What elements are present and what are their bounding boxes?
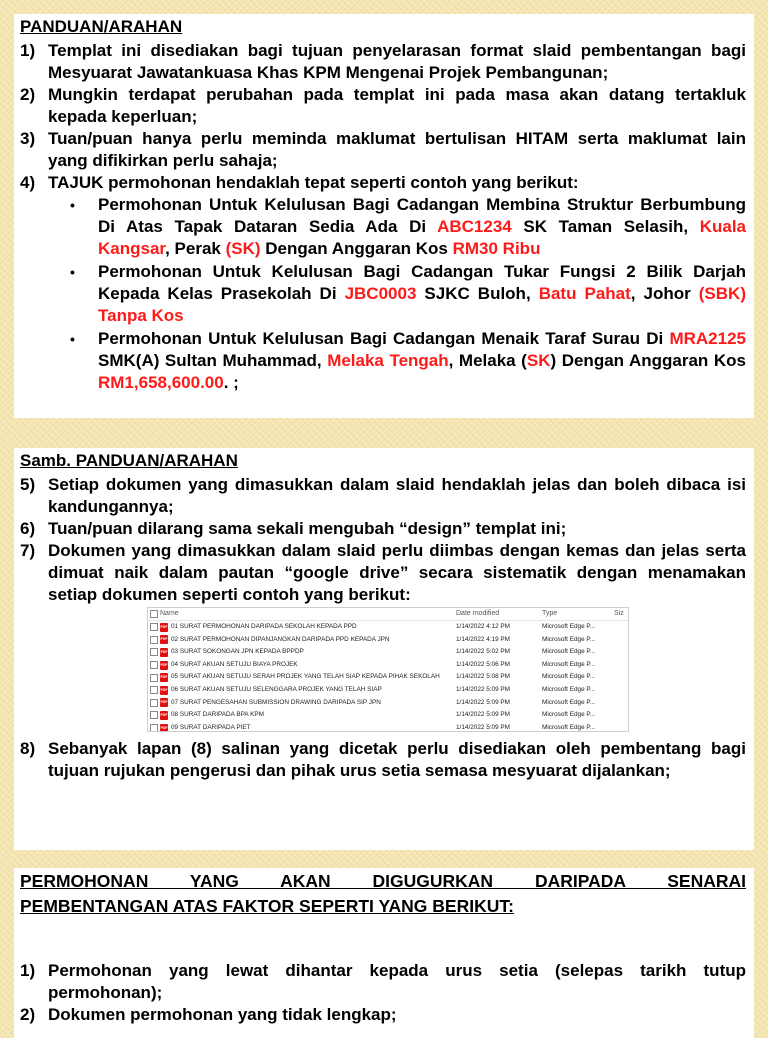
file-name-cell xyxy=(160,684,456,697)
file-row xyxy=(148,684,628,697)
file-name: 07 SURAT PENGESAHAN SUBMISSION DRAWING DARIPADA SIP JPN xyxy=(171,698,381,706)
file-date: 1/14/2022 5:09 PM xyxy=(456,698,511,706)
bullet-icon: • xyxy=(70,264,75,280)
file-name-cell xyxy=(160,621,456,634)
file-size xyxy=(614,722,628,732)
file-name-cell xyxy=(160,697,456,710)
select-all-checkbox xyxy=(148,608,160,620)
instruction-list xyxy=(20,738,746,782)
item-number: 2) xyxy=(20,85,36,104)
item-text: Mungkin terdapat perubahan pada templat ini pada masa akan datang tertakluk kepada keperluan; xyxy=(48,85,746,126)
column-size: Siz xyxy=(614,610,624,617)
file-name-cell xyxy=(160,634,456,647)
title-example-item xyxy=(70,194,746,260)
pdf-file-icon: PDF xyxy=(160,635,168,644)
file-type: Microsoft Edge P... xyxy=(542,648,596,656)
file-name-cell xyxy=(160,722,456,732)
item-number: 7) xyxy=(20,541,36,560)
file-name: 09 SURAT DARIPADA PIET xyxy=(171,723,251,731)
instruction-item xyxy=(20,518,746,540)
item-number: 8) xyxy=(20,739,36,758)
item-text: TAJUK permohonan hendaklah tepat seperti contoh yang berikut: xyxy=(48,173,579,192)
file-size xyxy=(614,709,628,722)
file-row xyxy=(148,659,628,672)
file-name: 01 SURAT PERMOHONAN DARIPADA SEKOLAH KEPADA PPD xyxy=(171,623,357,630)
pdf-file-icon: PDF xyxy=(160,711,168,720)
file-name-cell xyxy=(160,646,456,659)
file-name: 05 SURAT AKUAN SETUJU SERAH PROJEK YANG TELAH SIAP KEPADA PIHAK SEKOLAH xyxy=(171,673,440,681)
instruction-item xyxy=(20,738,746,782)
example-text: Permohonan Untuk Kelulusan Bagi Cadangan Tukar Fungsi 2 Bilik Darjah Kepada Kelas Prasekolah Di xyxy=(98,262,746,303)
file-size xyxy=(614,634,628,647)
instruction-item xyxy=(20,474,746,518)
pdf-file-icon: PDF xyxy=(160,686,168,695)
item-number: 4) xyxy=(20,173,36,192)
example-text: , Johor xyxy=(630,284,699,303)
file-type: Microsoft Edge P... xyxy=(542,623,596,630)
exclusion-item xyxy=(20,1004,746,1026)
file-list xyxy=(148,621,628,732)
column-type: Type xyxy=(542,610,558,617)
row-checkbox xyxy=(148,684,160,697)
example-text: ) Dengan Anggaran Kos xyxy=(550,351,746,370)
pdf-file-icon: PDF xyxy=(160,724,168,732)
editable-field-text: MRA2125 xyxy=(669,329,746,348)
slide-heading-line-2: PEMBENTANGAN ATAS FAKTOR SEPERTI YANG BERIKUT: xyxy=(20,896,514,916)
item-number: 2) xyxy=(20,1005,36,1024)
editable-field-text: ABC1234 xyxy=(437,217,512,236)
file-date: 1/14/2022 5:09 PM xyxy=(456,685,511,693)
example-text: SJKC Buloh, xyxy=(416,284,539,303)
file-date: 1/14/2022 5:09 PM xyxy=(456,711,511,719)
item-text: Tuan/puan dilarang sama sekali mengubah “design” templat ini; xyxy=(48,519,567,538)
example-text: SK Taman Selasih, xyxy=(511,217,700,236)
item-text: Permohonan yang lewat dihantar kepada urus setia (selepas tarikh tutup permohonan); xyxy=(48,961,746,1002)
file-date: 1/14/2022 5:09 PM xyxy=(456,723,511,731)
file-row xyxy=(148,621,628,634)
file-type: Microsoft Edge P... xyxy=(542,660,596,668)
instruction-list xyxy=(20,40,746,194)
example-text: , Perak xyxy=(165,239,226,258)
item-number: 1) xyxy=(20,961,36,980)
slide-heading-line-1: PERMOHONAN YANG AKAN DIGUGURKAN DARIPADA SENARAI xyxy=(20,871,746,891)
file-row xyxy=(148,671,628,684)
exclusion-list xyxy=(20,960,746,1026)
title-examples-list xyxy=(20,194,746,394)
example-text: , Melaka ( xyxy=(448,351,527,370)
row-checkbox xyxy=(148,659,160,672)
file-name-cell xyxy=(160,671,456,684)
file-list-header xyxy=(148,608,628,621)
file-row xyxy=(148,646,628,659)
item-text: Sebanyak lapan (8) salinan yang dicetak perlu disediakan oleh pembentang bagi tujuan rujukan pengerusi dan pihak urus setia semasa mesyuarat dijalankan; xyxy=(48,739,746,780)
editable-field-text: (SBK) Tanpa Kos xyxy=(98,284,746,325)
file-size xyxy=(614,646,628,659)
file-name: 04 SURAT AKUAN SETUJU BIAYA PROJEK xyxy=(171,660,298,668)
file-name: 02 SURAT PERMOHONAN DIPANJANGKAN DARIPADA PPD KEPADA JPN xyxy=(171,635,390,643)
example-text: Dengan Anggaran Kos xyxy=(260,239,453,258)
file-row xyxy=(148,709,628,722)
editable-field-text: RM30 Ribu xyxy=(452,239,541,258)
row-checkbox xyxy=(148,646,160,659)
row-checkbox xyxy=(148,697,160,710)
instruction-item xyxy=(20,84,746,128)
exclusion-item xyxy=(20,960,746,1004)
item-number: 5) xyxy=(20,475,36,494)
file-date: 1/14/2022 5:08 PM xyxy=(456,673,511,681)
file-name: 06 SURAT AKUAN SETUJU SELENGGARA PROJEK YANG TELAH SIAP xyxy=(171,685,382,693)
slide-samb-panduan-arahan xyxy=(14,448,754,850)
slide-panduan-arahan xyxy=(14,14,754,418)
editable-field-text: RM1,658,600.00 xyxy=(98,373,224,392)
editable-field-text: SK xyxy=(526,351,551,370)
column-date-modified: Date modified xyxy=(456,610,500,617)
slide-heading: PANDUAN/ARAHAN xyxy=(20,17,183,36)
file-type: Microsoft Edge P... xyxy=(542,673,596,681)
row-checkbox xyxy=(148,621,160,634)
editable-field-text: JBC0003 xyxy=(344,284,417,303)
item-text: Dokumen permohonan yang tidak lengkap; xyxy=(48,1005,397,1024)
item-text: Tuan/puan hanya perlu meminda maklumat bertulisan HITAM serta maklumat lain yang difikirkan perlu sahaja; xyxy=(48,129,746,170)
file-date: 1/14/2022 5:06 PM xyxy=(456,660,511,668)
item-text: Dokumen yang dimasukkan dalam slaid perlu diimbas dengan kemas dan jelas serta dimuat naik dalam pautan “google drive” secara sistematik dengan menamakan setiap dokumen seperti contoh yang berikut: xyxy=(48,541,746,604)
editable-field-text: Kuala Kangsar xyxy=(98,217,746,258)
instruction-item xyxy=(20,40,746,84)
row-checkbox xyxy=(148,634,160,647)
example-text: Permohonan Untuk Kelulusan Bagi Cadangan Membina Struktur Berbumbung Di Atas Tapak Dataran Sedia Ada Di xyxy=(98,195,746,236)
column-name: Name xyxy=(160,610,179,617)
file-name-cell xyxy=(160,709,456,722)
file-row xyxy=(148,722,628,732)
file-size xyxy=(614,659,628,672)
file-type: Microsoft Edge P... xyxy=(542,635,596,643)
file-size xyxy=(614,697,628,710)
item-text: Setiap dokumen yang dimasukkan dalam slaid hendaklah jelas dan boleh dibaca isi kandungannya; xyxy=(48,475,746,516)
slide-permohonan-digugurkan xyxy=(14,868,754,1038)
example-text: . ; xyxy=(223,373,239,392)
file-row xyxy=(148,634,628,647)
file-size xyxy=(614,621,628,634)
instruction-item xyxy=(20,128,746,172)
editable-field-text: Batu Pahat xyxy=(538,284,631,303)
title-example-item xyxy=(70,261,746,327)
file-type: Microsoft Edge P... xyxy=(542,685,596,693)
item-text: Templat ini disediakan bagi tujuan penyelarasan format slaid pembentangan bagi Mesyuarat Jawatankuasa Khas KPM Mengenai Projek Pembangunan; xyxy=(48,41,746,82)
file-name: 08 SURAT DARIPADA BPA KPM xyxy=(171,711,264,719)
editable-field-text: Melaka Tengah xyxy=(327,351,449,370)
pdf-file-icon: PDF xyxy=(160,673,168,682)
example-text: Permohonan Untuk Kelulusan Bagi Cadangan Menaik Taraf Surau Di xyxy=(98,329,670,348)
item-number: 3) xyxy=(20,129,36,148)
item-number: 6) xyxy=(20,519,36,538)
file-row xyxy=(148,697,628,710)
file-type: Microsoft Edge P... xyxy=(542,723,596,731)
pdf-file-icon: PDF xyxy=(160,623,168,632)
bullet-icon: • xyxy=(70,331,75,347)
file-explorer-screenshot xyxy=(147,607,629,732)
file-name-cell xyxy=(160,659,456,672)
title-example-item xyxy=(70,328,746,394)
slide-heading: Samb. PANDUAN/ARAHAN xyxy=(20,451,238,470)
row-checkbox xyxy=(148,709,160,722)
row-checkbox xyxy=(148,722,160,732)
file-type: Microsoft Edge P... xyxy=(542,698,596,706)
pdf-file-icon: PDF xyxy=(160,661,168,670)
instruction-item xyxy=(20,540,746,606)
file-date: 1/14/2022 4:19 PM xyxy=(456,635,511,643)
editable-field-text: (SK) xyxy=(225,239,261,258)
row-checkbox xyxy=(148,671,160,684)
instruction-item xyxy=(20,172,746,194)
item-number: 1) xyxy=(20,41,36,60)
file-size xyxy=(614,684,628,697)
instruction-list xyxy=(20,474,746,606)
pdf-file-icon: PDF xyxy=(160,648,168,657)
bullet-icon: • xyxy=(70,197,75,213)
file-date: 1/14/2022 4:12 PM xyxy=(456,623,511,630)
file-size xyxy=(614,671,628,684)
file-name: 03 SURAT SOKONGAN JPN KEPADA BPPDP xyxy=(171,648,304,656)
file-type: Microsoft Edge P... xyxy=(542,711,596,719)
file-date: 1/14/2022 5:02 PM xyxy=(456,648,511,656)
pdf-file-icon: PDF xyxy=(160,698,168,707)
example-text: SMK(A) Sultan Muhammad, xyxy=(98,351,328,370)
